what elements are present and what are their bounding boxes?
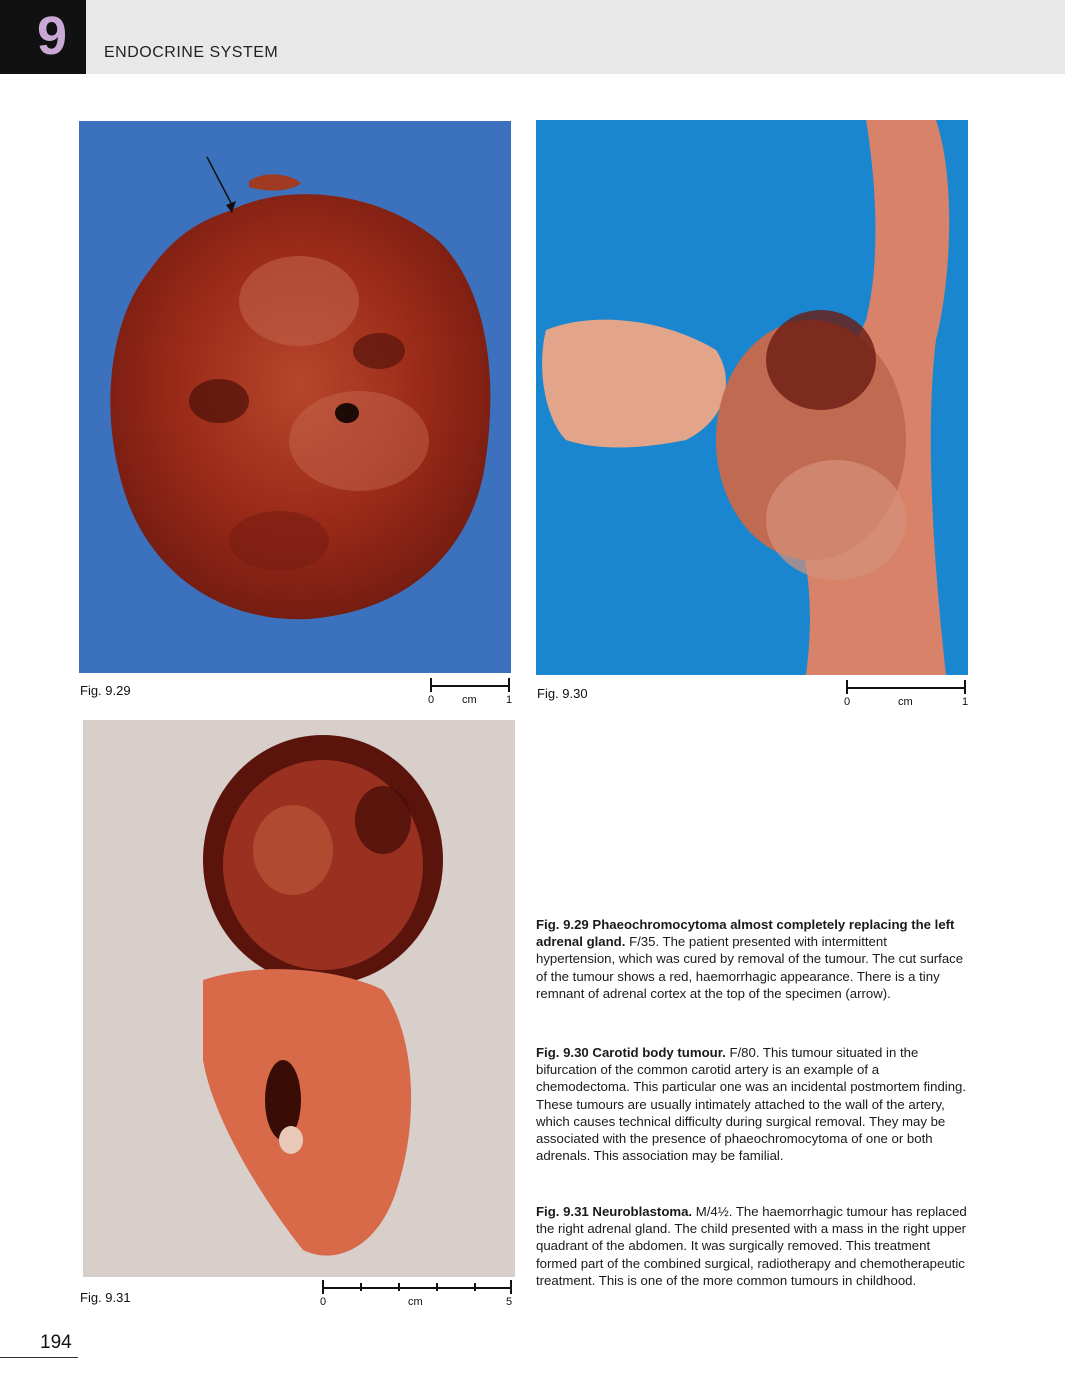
scale-end: 1 bbox=[506, 694, 513, 706]
figure-9-31-label: Fig. 9.31 bbox=[80, 1290, 131, 1305]
chapter-title: ENDOCRINE SYSTEM bbox=[104, 44, 279, 61]
figure-9-31-photo bbox=[83, 720, 515, 1277]
figure-9-30-photo bbox=[536, 120, 968, 675]
chapter-number: 9 bbox=[36, 6, 68, 66]
scale-start: 0 bbox=[320, 1296, 327, 1308]
scale-start: 0 bbox=[428, 694, 435, 706]
caption-fig-9-31 bbox=[536, 1203, 968, 1289]
figure-9-30-scale-bar bbox=[844, 680, 968, 710]
figure-9-29-scale-bar bbox=[428, 678, 514, 708]
scale-unit: cm bbox=[408, 1296, 423, 1308]
page-number-rule bbox=[0, 1357, 78, 1358]
page-number: 194 bbox=[40, 1332, 72, 1353]
scale-unit: cm bbox=[898, 696, 913, 708]
caption-body: M/4½. The haemorrhagic tumour has replaced the right adrenal gland. The child presented with a mass in the right upper quadrant of the abdomen. It was surgically removed. This treatment formed part of the combined surgical, radiotherapy and chemotherapeutic treatment. This is one of the more common tumours in childhood. bbox=[536, 1204, 967, 1288]
figure-9-29-label: Fig. 9.29 bbox=[80, 683, 131, 698]
scale-end: 1 bbox=[962, 696, 969, 708]
caption-title: Fig. 9.30 Carotid body tumour. bbox=[536, 1045, 726, 1060]
scale-end: 5 bbox=[506, 1296, 513, 1308]
caption-body: F/80. This tumour situated in the bifurcation of the common carotid artery is an example of a chemodectoma. This particular one was an incidental postmortem finding. These tumours are usually intimately attached to the wall of the artery, which causes technical difficulty during surgical removal. They may be associated with the presence of phaeochromocytoma of one or both adrenals. This association may be familial. bbox=[536, 1045, 967, 1164]
chapter-header bbox=[0, 0, 1065, 74]
caption-title: Fig. 9.29 Phaeochromocytoma almost completely replacing the left adrenal gland. bbox=[536, 917, 955, 950]
scale-unit: cm bbox=[462, 694, 477, 706]
caption-body: F/35. The patient presented with intermittent hypertension, which was cured by removal of the tumour. The cut surface of the tumour shows a red, haemorrhagic appearance. There is a tiny remnant of adrenal cortex at the top of the specimen (arrow). bbox=[536, 934, 964, 1001]
figure-9-31-scale-bar bbox=[320, 1280, 516, 1310]
caption-fig-9-29 bbox=[536, 916, 968, 1002]
caption-fig-9-30 bbox=[536, 1044, 968, 1164]
figure-9-29-photo bbox=[79, 121, 511, 673]
figure-9-30-label: Fig. 9.30 bbox=[537, 686, 588, 701]
caption-title: Fig. 9.31 Neuroblastoma. bbox=[536, 1204, 693, 1219]
scale-start: 0 bbox=[844, 696, 851, 708]
